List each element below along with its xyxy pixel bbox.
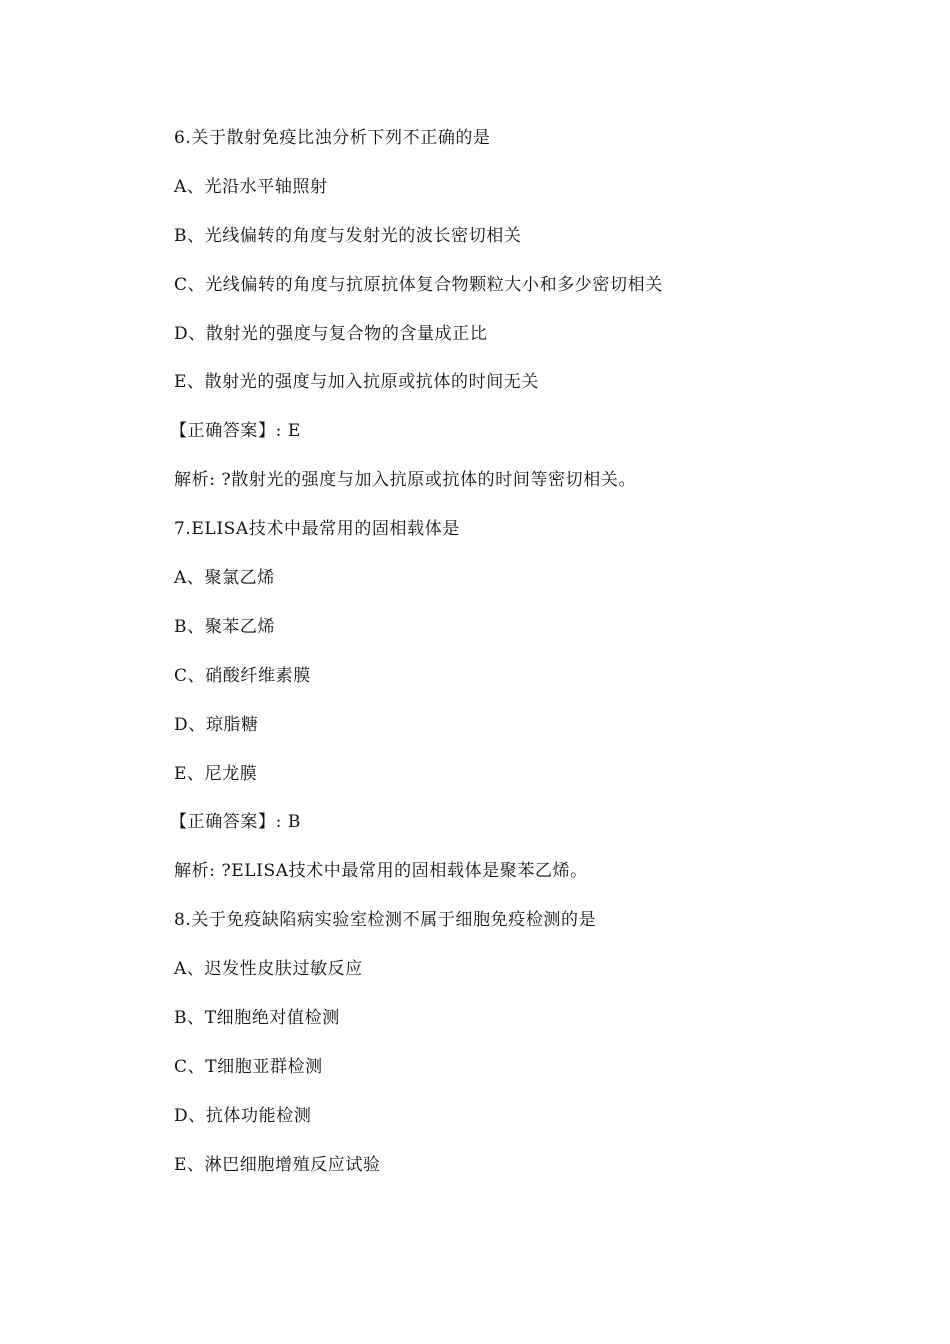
question-6-option-c: C、光线偏转的角度与抗原抗体复合物颗粒大小和多少密切相关 [174,274,663,295]
question-6-stem: 6.关于散射免疫比浊分析下列不正确的是 [174,128,491,148]
question-7-option-a: A、聚氯乙烯 [174,568,275,589]
question-7-explanation: 解析: ?ELISA技术中最常用的固相载体是聚苯乙烯。 [174,861,588,882]
question-6-option-a: A、光沿水平轴照射 [174,176,328,197]
question-8-option-a: A、迟发性皮肤过敏反应 [174,959,363,980]
question-6-option-b: B、光线偏转的角度与发射光的波长密切相关 [174,225,522,246]
question-6-option-d: D、散射光的强度与复合物的含量成正比 [174,323,488,344]
question-6-answer: 【正确答案】: E [170,421,301,442]
question-6-option-e: E、散射光的强度与加入抗原或抗体的时间无关 [174,372,540,393]
question-7-option-b: B、聚苯乙烯 [174,616,276,637]
question-7-stem: 7.ELISA技术中最常用的固相载体是 [174,519,460,540]
question-7-option-c: C、硝酸纤维素膜 [174,665,311,686]
question-7-option-d: D、琼脂糖 [174,714,259,735]
question-8-option-b: B、T细胞绝对值检测 [174,1008,340,1029]
question-8-option-c: C、T细胞亚群检测 [174,1056,323,1077]
question-7-option-e: E、尼龙膜 [174,763,258,784]
question-8-option-e: E、淋巴细胞增殖反应试验 [174,1154,381,1175]
question-8-option-d: D、抗体功能检测 [174,1105,312,1126]
question-6-explanation: 解析: ?散射光的强度与加入抗原或抗体的时间等密切相关。 [174,470,637,491]
question-8-stem: 8.关于免疫缺陷病实验室检测不属于细胞免疫检测的是 [174,910,597,931]
document-content [170,122,894,1198]
question-7-answer: 【正确答案】: B [170,812,302,833]
